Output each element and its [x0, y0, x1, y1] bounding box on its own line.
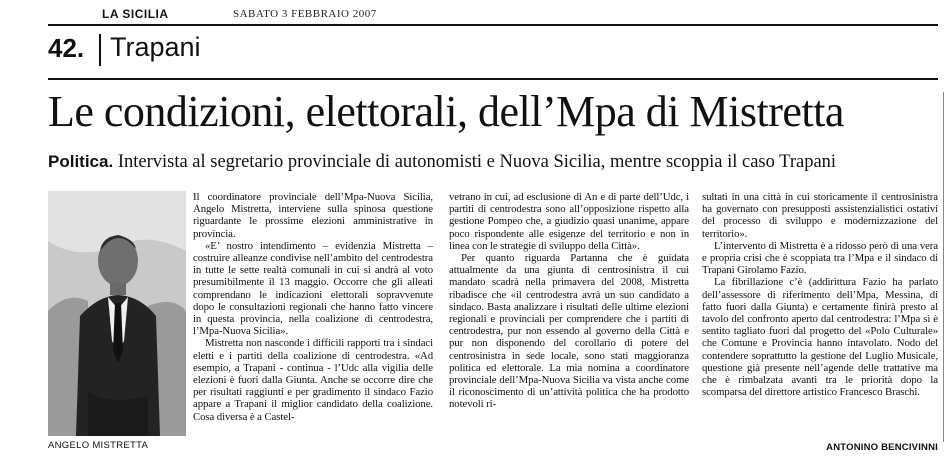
paragraph: «E’ nostro intendimento – evidenzia Mistretta – costruire alleanze condivise nell’ambito del centrodestra in tutte le sette realtà comunali in cui si andrà al voto presumibilmente il 13 maggio. Occorre che gli alleati comprendano le indicazioni elettorali sopravvenute dopo le consultazioni regionali che hanno fatto vincere in questa provincia, nella coalizione di centrodestra, l’Mpa-Nuova Sicilia». — [193, 239, 433, 338]
newspaper-name: LA SICILIA — [102, 7, 169, 21]
masthead-rule — [48, 24, 938, 26]
masthead — [48, 7, 928, 25]
adjacent-article-edge — [943, 92, 944, 442]
photo-caption: ANGELO MISTRETTA — [48, 440, 149, 451]
paragraph: La fibrillazione c’è (addirittura Fazio ha parlato dell’assessore di riferimento dell’Mpa, Messina, di fatto fuori dalla Giunta) e certamente finirà presto al tavolo del confronto aperto dal centrodestra: l’Mpa si è sentito tagliato fuori dal progetto del «Polo Culturale» che Comune e Provincia hanno intavolato. Nodo del contendere soprattutto la gestione del Luglio Musicale, questione già presente nell’agende delle trattative ma che è rimbalzata avanti tra le priorità dopo la scomparsa del direttore artistico Francesco Braschi. — [702, 276, 938, 399]
issue-date: SABATO 3 FEBBRAIO 2007 — [233, 8, 377, 20]
section-name: Trapani — [110, 32, 201, 62]
article-column-1 — [193, 191, 433, 423]
portrait-photo — [48, 191, 186, 436]
article-headline: Le condizioni, elettorali, dell’Mpa di Mistretta — [48, 87, 844, 136]
subhead-text: Intervista al segretario provinciale di autonomisti e Nuova Sicilia, mentre scoppia il caso Trapani — [113, 152, 837, 172]
article-byline: ANTONINO BENCIVINNI — [826, 442, 938, 453]
article-subhead — [48, 150, 938, 174]
paragraph: Per quanto riguarda Partanna che è guidata attualmente da una giunta di centrosinistra il cui mandato scadrà nella primavera del 2008, Mistretta ribadisce che «il centrodestra avrà un suo candidato a sindaco. Basta analizzare i risultati delle ultime elezioni regionali e provinciali per comprendere che i partiti di centrodestra, pur non essendo al governo della Città e pur non disponendo del corollario di potere del centrosinistra in sede locale, sono stati maggioranza politica ed elettorale. La mia nomina a coordinatore provinciale dell’Mpa-Nuova Sicilia va vista anche come il riconoscimento di un’attività politica che ha prodotto notevoli ri- — [449, 252, 689, 411]
paragraph: Mistretta non nasconde i difficili rapporti tra i sindaci eletti e i partiti della coalizione di centrodestra. «Ad esempio, a Trapani - continua - l’Udc alla vigilia delle elezioni è fuori dalla Giunta. Anche se occorre dire che per risultati raggiunti e per gradimento il sindaco Fazio appare a Trapani il miglior candidato della coalizione. Cosa diversa è a Castel- — [193, 337, 433, 423]
paragraph: L’intervento di Mistretta è a ridosso però di una vera e propria crisi che è scoppiata tra l’Mpa e il sindaco di Trapani Girolamo Fazio. — [702, 239, 938, 277]
paragraph: sultati in una città in cui storicamente il centrosinistra ha governato con presupposti assistenzialistici ostativi del processo di sviluppo e modernizzazione del territorio». — [702, 191, 938, 240]
paragraph: vetrano in cui, ad esclusione di An e di parte dell’Udc, i partiti di centrodestra sono all’opposizione rispetto alla gestione Pompeo che, a giudizio quasi unanime, appare poco rispondente alle esigenze del territorio e non in linea con le strategie di sviluppo della Città». — [449, 191, 689, 252]
article-column-3 — [702, 191, 938, 398]
paragraph: Il coordinatore provinciale dell’Mpa-Nuova Sicilia, Angelo Mistretta, interviene sulla spinosa questione riguardante le prossime elezioni amministrative in provincia. — [193, 191, 433, 240]
section-header — [48, 30, 928, 70]
article-column-2 — [449, 191, 689, 411]
headline-rule — [48, 78, 938, 80]
section-divider — [99, 34, 101, 66]
page-number: 42. — [48, 33, 85, 63]
subhead-kicker: Politica. — [48, 152, 114, 171]
portrait-illustration — [48, 191, 186, 436]
